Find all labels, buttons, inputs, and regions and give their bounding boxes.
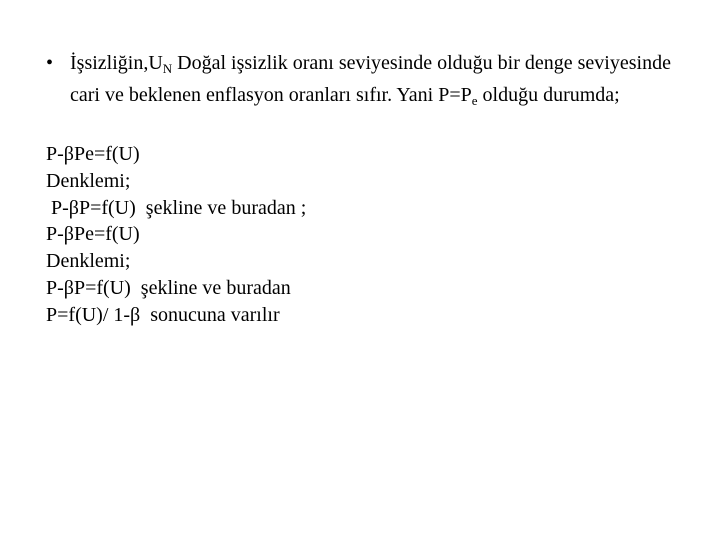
bullet-marker: • [46,52,54,74]
subscript-e: e [471,93,478,108]
equation-line: P=f(U)/ 1-β sonucuna varılır [46,303,280,326]
bullet-text-part1: İşsizliğin,U [70,52,163,74]
bullet-text-part3: olduğu durumda; [477,84,620,106]
equation-line: P-βPe=f(U) [46,223,140,246]
equation-line: P-βP=f(U) şekline ve buradan [46,276,291,299]
bullet-text [70,50,696,114]
bullet-paragraph [46,50,696,114]
equation-line: P-βP=f(U) şekline ve buradan ; [46,196,307,219]
bullet-text-part2: Doğal işsizlik oranı seviyesinde olduğu bir denge seviyesinde cari ve beklenen enflasyon oranları sıfır. Yani P=P [70,52,671,106]
equation-line: Denklemi; [46,169,131,192]
subscript-n: N [162,61,173,76]
equation-line: Denklemi; [46,250,131,273]
equation-lines [46,141,696,329]
equation-line: P-βPe=f(U) [46,143,140,165]
